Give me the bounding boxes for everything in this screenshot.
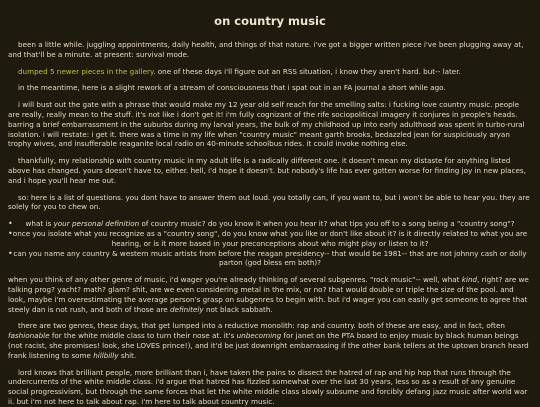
emphasis: hillbilly bbox=[93, 350, 119, 360]
paragraph-rap-and-country: there are two genres, these days, that get lumped into a reductive monolith: rap and country. both of these are easy, and in fact, often fashionable for the white middle class to turn their nose at. it's unbecoming for janet on the PTA board to enjoy music by black human beings (not racist, she promises! look, she LOVES prince!), and it'd be just downright embarrassing if the other bank tellers at the uptown branch heard frank listening to some hillbilly shit. bbox=[8, 321, 529, 360]
emphasis: fashionable bbox=[8, 331, 50, 341]
paragraph-gallery-note bbox=[8, 67, 532, 77]
paragraph-love-country: i will bust out the gate with a phrase that would make my 12 year old self reach for the smelling salts: i fucking love country music. people are really, really mean to the stuff. it's not like i don't get it! i'm fully cognizant of the rife sociopolitical imagery it conjures in people's heads. barring a brief embarrassment in the suburbs during my larval years, the bulk of my childhood up into early adulthood was spent in turbo-rural isolation. i will restate: i get it. there was a time in my life when "country music" meant garth brooks, bedazzled jean for suspiciously aryan trophy wives, and insufferable reaganite local radio on 40-minute schoolbus rides. it could invoke nothing else. bbox=[8, 100, 525, 149]
emphasis: definitely bbox=[169, 304, 204, 314]
question-list bbox=[8, 219, 532, 268]
paragraph-questions-intro: so: here is a list of questions. you dont have to answer them out loud. you totally can, if you want to, but i won't be able to hear you. they are solely for you to chew on. bbox=[8, 192, 530, 212]
emphasis: your personal definition bbox=[53, 219, 140, 229]
list-item-question-2: • once you isolate what you recognize as a "country song", do you know what you like or don't like about it? is it directly related to what you are hearing, or is it more based in your preconceptions about who might play or listen to it? bbox=[8, 229, 532, 249]
list-item-question-3: • can you name any country & western music artists from before the reagan presidency-- that would be 1981-- that are not johnny cash or dolly parton (god bless em both)? bbox=[8, 249, 532, 269]
paragraph-hatred-dissected: lord knows that brilliant people, more brilliant than i, have taken the pains to dissect the hatred of rap and hip hop that runs through the undercurrents of the white middle class. i'd argue that hatred has fizzled somewhat over the last 30 years, less so as a result of any genuine social progressivism, but through the same forces that let the white middle class slowly subsume and forcibly defang jazz music after world war ii. but i'm not here to talk about rap. i'm here to talk about country music. bbox=[8, 367, 528, 406]
paragraph-subgenres: when you think of any other genre of music, i'd wager you're already thinking of several subgenres. "rock music"-- well, what kind, right? are we talking prog? yacht? math? glam? shit, are we even considering metal in the mix, or no? that would double or triple the size of the pool. and look, maybe i'm overestimating the average person's grasp on subgenres to begin with. but i'd wager you can easily get someone to agree that steely dan is not rush, and both of those are definitely not black sabbath. bbox=[8, 275, 529, 314]
paragraph-adult-relationship: thankfully, my relationship with country music in my adult life is a radically different one. it doesn't mean my distaste for anything listed above has changed. yours doesn't have to, either. hell, i'd hope it doesn't. but nobody's life has ever gotten worse for finding joy in new places, and i hope you'll hear me out. bbox=[8, 156, 526, 185]
emphasis: kind bbox=[461, 275, 478, 285]
page-title: on country music bbox=[214, 14, 326, 28]
paragraph-intro: been a little while. juggling appointments, daily health, and things of that nature. i've got a bigger written piece i've been plugging away at, and that'll be a minute. at present: survival mode. bbox=[8, 40, 524, 59]
list-item-question-1: • what is your personal definition of country music? do you know it when you hear it? what tips you off to a song being a "country song"? bbox=[8, 219, 532, 229]
gallery-note-text: one of these days i'll figure out an RSS situation, i know they aren't hard. but-- later. bbox=[155, 66, 461, 76]
paragraph-rework-note: in the meantime, here is a slight rework of a stream of consciousness that i spat out in an FA journal a short while ago. bbox=[18, 83, 446, 93]
emphasis: unbecoming bbox=[236, 331, 282, 341]
gallery-link[interactable]: dumped 5 newer pieces in the gallery. bbox=[18, 66, 156, 76]
